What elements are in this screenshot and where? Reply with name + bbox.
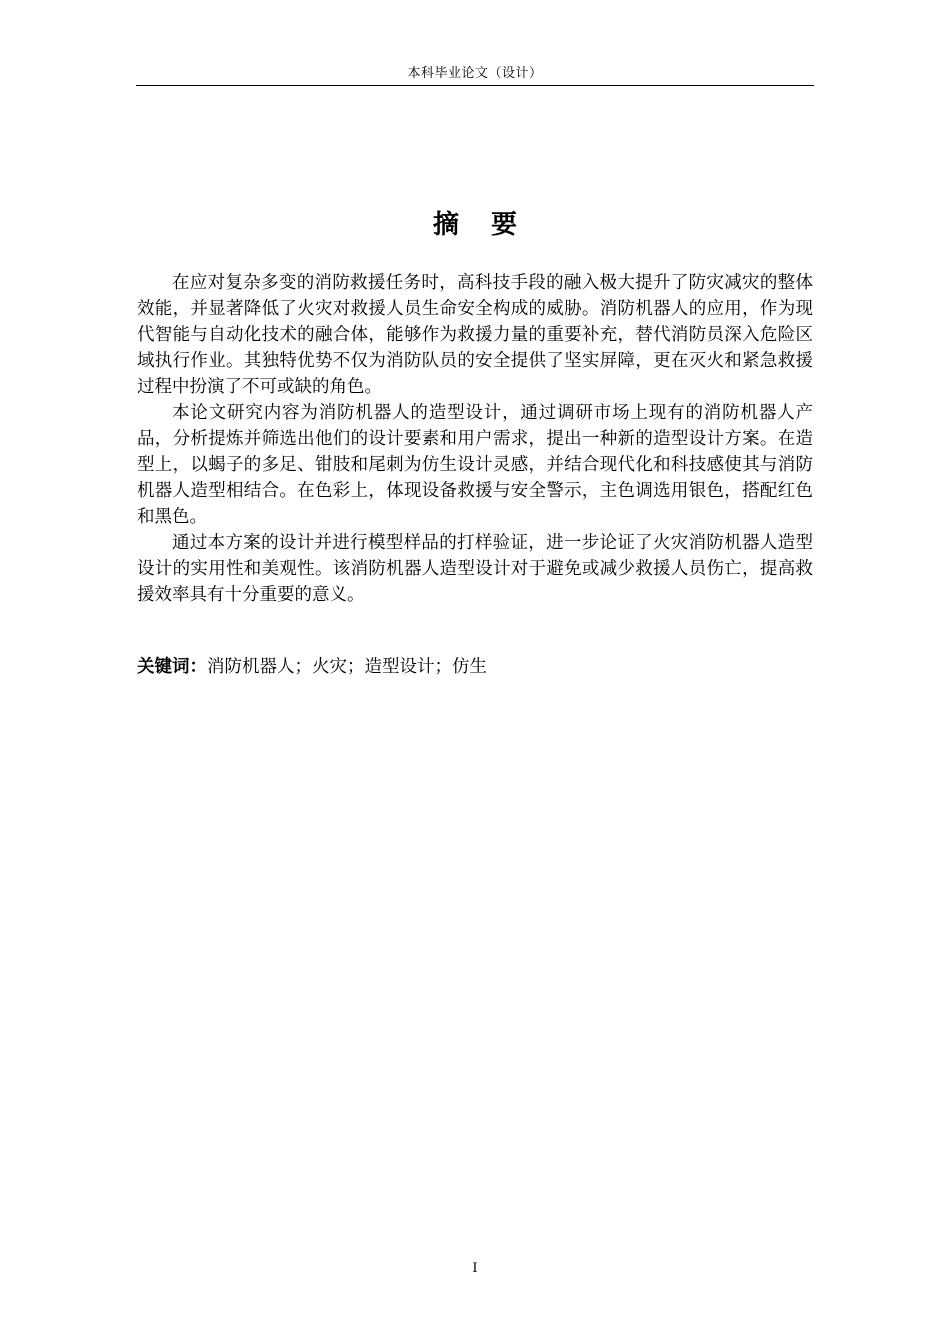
keywords-label: 关键词： (137, 657, 207, 677)
page-number: I (472, 1261, 478, 1276)
abstract-body (137, 270, 813, 608)
abstract-title (0, 207, 950, 243)
title-char-2: 要 (491, 210, 518, 240)
abstract-paragraph-1: 在应对复杂多变的消防救援任务时，高科技手段的融入极大提升了防灾减灾的整体效能，并显著降低了火灾对救援人员生命安全构成的威胁。消防机器人的应用，作为现代智能与自动化技术的融合体，能够作为救援力量的重要补充，替代消防员深入危险区域执行作业。其独特优势不仅为消防队员的安全提供了坚实屏障，更在灭火和紧急救援过程中扮演了不可或缺的角色。 (137, 273, 813, 397)
title-char-1: 摘 (432, 210, 459, 240)
header-rule (136, 85, 814, 86)
abstract-paragraph-2: 本论文研究内容为消防机器人的造型设计，通过调研市场上现有的消防机器人产品，分析提炼并筛选出他们的设计要素和用户需求，提出一种新的造型设计方案。在造型上，以蝎子的多足、钳肢和尾刺为仿生设计灵感，并结合现代化和科技感使其与消防机器人造型相结合。在色彩上，体现设备救援与安全警示，主色调选用银色，搭配红色和黑色。 (137, 403, 813, 527)
keywords-text: 消防机器人；火灾；造型设计；仿生 (207, 657, 487, 677)
running-header: 本科毕业论文（设计） (407, 66, 543, 81)
keywords-line (137, 654, 813, 680)
abstract-paragraph-3: 通过本方案的设计并进行模型样品的打样验证，进一步论证了火灾消防机器人造型设计的实用性和美观性。该消防机器人造型设计对于避免或减少救援人员伤亡，提高救援效率具有十分重要的意义。 (137, 533, 813, 605)
